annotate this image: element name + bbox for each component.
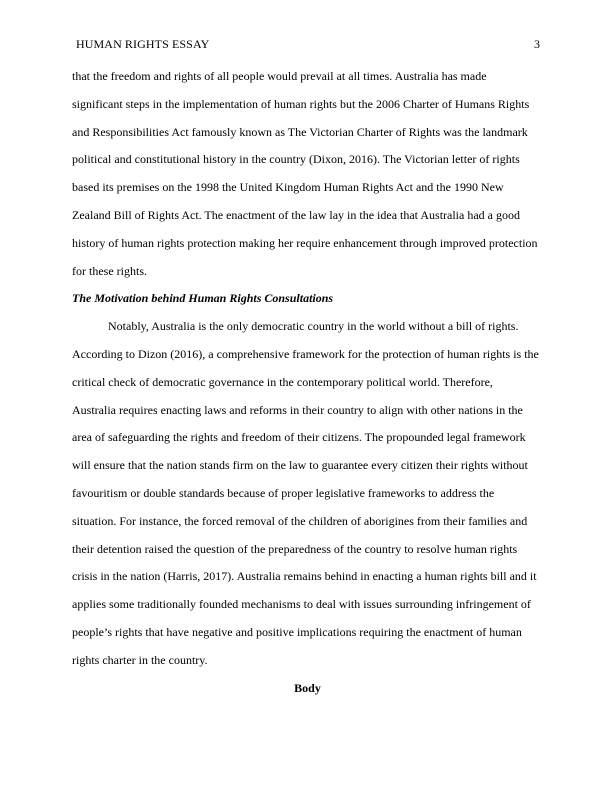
text-line: based its premises on the 1998 the United Kingdom Human Rights Act and the 1990 New — [72, 180, 504, 195]
text-line: their detention raised the question of the preparedness of the country to resolve human rights — [72, 541, 518, 556]
text-line: critical check of democratic governance in the contemporary political world. Therefore, — [72, 374, 493, 389]
text-line: people’s rights that have negative and positive implications requiring the enactment of human — [72, 624, 522, 639]
paragraph-continuation — [72, 63, 543, 285]
text-line: According to Dizon (2016), a comprehensive framework for the protection of human rights is the — [72, 346, 539, 361]
header-title: HUMAN RIGHTS ESSAY — [76, 37, 210, 51]
text-line: crisis in the nation (Harris, 2017). Australia remains behind in enacting a human rights bill and it — [72, 569, 537, 584]
text-line: will ensure that the nation stands firm on the law to guarantee every citizen their rights without — [72, 458, 528, 473]
text-line: situation. For instance, the forced removal of the children of aborigines from their families and — [72, 513, 528, 528]
text-line: Notably, Australia is the only democratic country in the world without a bill of rights. — [108, 319, 519, 334]
page-number: 3 — [534, 37, 540, 51]
text-line: Australia requires enacting laws and reforms in their country to align with other nations in the — [72, 402, 523, 417]
text-line: history of human rights protection making her require enhancement through improved protection — [72, 235, 538, 250]
document-body — [72, 63, 543, 702]
text-line: political and constitutional history in the country (Dixon, 2016). The Victorian letter of rights — [72, 152, 520, 167]
text-line: favouritism or double standards because of proper legislative frameworks to address the — [72, 485, 495, 500]
text-line: significant steps in the implementation of human rights but the 2006 Charter of Humans Rights — [72, 96, 530, 111]
section-heading: The Motivation behind Human Rights Consultations — [72, 291, 334, 306]
text-line: area of safeguarding the rights and freedom of their citizens. The propounded legal framework — [72, 430, 526, 445]
text-line: applies some traditionally founded mechanisms to deal with issues surrounding infringement of — [72, 597, 531, 612]
text-line: Zealand Bill of Rights Act. The enactment of the law lay in the idea that Australia had a good — [72, 207, 520, 222]
text-line: and Responsibilities Act famously known as The Victorian Charter of Rights was the landmark — [72, 124, 528, 139]
text-line: that the freedom and rights of all people would prevail at all times. Australia has made — [72, 69, 487, 83]
text-line: for these rights. — [72, 263, 147, 278]
body-heading: Body — [294, 680, 321, 695]
text-line: rights charter in the country. — [72, 652, 208, 667]
running-header — [76, 36, 540, 52]
paragraph-motivation — [72, 313, 543, 674]
